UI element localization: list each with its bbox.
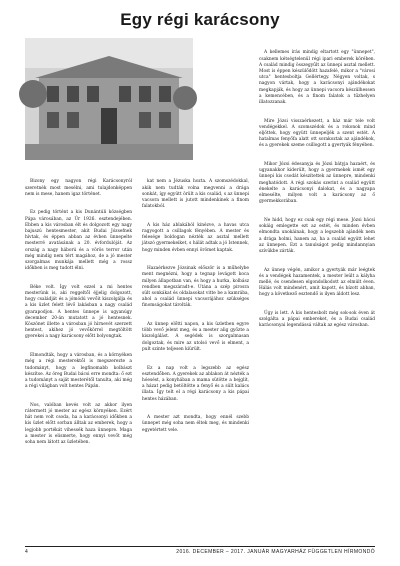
paragraph: Ez a nap volt a legszebb az egész esztendőben. A gyerekek az ablakon át nézték a hóesést, a konyhában a mama sütötte a bejglit, a házat pedig betöltötte a fenyő és a sült kalács illata. Így telt el a régi karácsony a kis pápai hentes házában. xyxy=(142,365,251,402)
paragraph: Az ünnep végén, amikor a gyertyák már leégtek és a vendégek hazamentek, a mester leült a kályha mellé, és csendesen elgondolkodott az elmúlt éven. Hálás volt mindenért, amit kapott, és bízott abban, hogy a következő esztendő is ilyen áldott lesz. xyxy=(259,267,377,298)
paragraph: A kis ház ablakából kinézve, a havas utca ragyogott a csillagok fényében. A mester és felesége boldogan nézték az asztal mellett játszó gyermekeiket, s hálát adtak a jó Istennek, hogy minden évben ennyi örömet kaptak. xyxy=(142,222,251,253)
text-column-3 xyxy=(259,38,375,342)
page-number: 4 xyxy=(25,549,28,555)
paragraph: Hazaérkezve Józsinak először is a műhelybe ment megnézni, hogy a tegnap levágott koca milyen állapotban van, és hogy a hurka, kolbász rendben megszáradt-e. Utána a szép pirosra sült sonkákat és oldalasokat vitte be a kamrába, ahol a család ünnepi vacsorájához szükséges finomságokat tárolták. xyxy=(142,266,251,309)
building-photo-illustration xyxy=(25,38,193,160)
paragraph: Béke volt. Így volt ezzel a mi hentes mesterünk is, aki reggeltől éjjelig dolgozott, hogy családját és a jómódú vevőit kiszolgálja és a kis üzlet felett lévő lakásban a nagy család gyarapodjon. A hentes ünnepe is ugyanúgy december 20-án mutatott a jó hentesnek. Köszönet illette a városban jó hírnevét szerzett hentest, akihez jó vevőkörrel megtöltött gyerekei a nagy karácsony előtt bolyongtak. xyxy=(25,284,134,340)
issue-info: 2016. DECEMBER – 2017. JANUÁR MAGYARHÁZ FÜGGETLEN HÍRMONDÓ xyxy=(176,549,375,555)
paragraph: Mire Józsi visszaérkezett, a ház már tele volt vendégekkel. A szomszédok és a rokonok mind eljöttek, hogy együtt ünnepeljék a szent estét. A hatalmas fenyőfa alatt ott sorakoztak az ajándékok, és a gyerekek szeme csillogott a gyertyák fényében. xyxy=(259,118,377,149)
paragraph: Mikor Józsi édesanyja és Józsi bátyja hazaért, és ugyanakkor kiderült, hogy a gyermekek ismét egy ünnepi kis csodát készítettek az ünnepre, mindenki meghatódott. A régi szokás szerint a család együtt énekelte a karácsonyi dalokat, és a nagyapa elmesélte, milyen volt a karácsony az ő gyermekkorában. xyxy=(259,162,377,205)
paragraph: Nos, valóban kevés volt az akkor ilyen rátermett jó mester az egész környéken. Ezért hát nem volt csoda, ha a karácsonyi időkben a kis üzlet előtt sorban álltak az emberek, hogy a legjobb portékát vihessék haza ünnepre. Maga a mester is elismerte, hogy ennyi vevőt még soha nem látott az üzletében. xyxy=(25,402,134,445)
paragraph: Az ünnep előtti napon, a kis üzletben egyre több vevő jelent meg, és a mester alig győzte a kiszolgálást. A segédek is szorgalmasan dolgoztak, és mire az utolsó vevő is elment, a pult szinte teljesen kiürült. xyxy=(142,322,251,352)
paragraph: Bizony egy nagyon régi Karácsonyról szeretnék most mesélni, ami tulajdonképpen nem is mese, hanem igaz történet. xyxy=(25,179,134,197)
paragraph: Úgy is lett. A kis hentesbolt még sok-sok éven át szolgálta a pápai embereket, és a Budai család karácsonyai legendássá váltak az egész városban. xyxy=(259,310,377,329)
text-column-2 xyxy=(142,167,249,446)
paragraph: Ne hidd, hogy ez csak egy régi mese. Józsi bácsi sokáig emlegette ezt az estét, és minden évben elmondta unokáinak, hogy a legszebb ajándék nem a drága holmi, hanem az, ha a család együtt lehet az ünnepen. Ezt a tanulságot pedig mindannyian szívükbe zárták. xyxy=(259,217,377,254)
paragraph: Ez pedig történt a kis Dunántúli községben Pápa városában, az Úr 1926. esztendejében. Ebben a kis városban élt és dolgozott egy nagy bajuszú hentesmester, akit Budai Józsefnek hívtak, és éppen abban az évben ünnepelte mesterré avatásának a 20. évfordulóját. Az ország a nagy háború és a vörös terror után még mindig nem tért magához, de a jó mester szorgalmas munkája mellett még a rossz időkben is meg tudott élni. xyxy=(25,210,134,272)
paragraph: Elmondták, hogy a városban, és a környéken még a régi mesterektől is megszerezte a tudományt, hogy a legfinomabb kolbászt készítse. Az öreg Budai bácsi erre mondta: ő ezt a tudományt a saját mesterétől tanulta, aki még a régi világban volt hentes Pápán. xyxy=(25,353,134,390)
article-title: Egy régi karácsony xyxy=(120,10,280,29)
text-column-1 xyxy=(25,167,132,459)
article-photo xyxy=(25,38,193,160)
paragraph: A mester azt mondta, hogy ennél szebb ünnepet még soha nem éltek meg, és mindenki egyetértett vele. xyxy=(142,415,251,433)
page-footer xyxy=(25,546,375,555)
paragraph: kat nem a Jézuska hozta. A szomszédokkal, akik nem tudták volna megvenni a drága sonkát, így együtt örült a kis család, s az ünnepi vacsora mellett is jutott mindenkinek a finom falatokból. xyxy=(142,179,251,210)
paragraph: A kellemes írás mindig eltartott egy "ünnepet", csaknem kétségtelenül régi ipari emberek körében. A család mindig összegyűlt az ünnepi asztal mellett. Most is éppen készülődött hazafelé, mikor a "városi utca" hentesboltja Gellértegy. Négyen voltak, s nagyon vártak, hogy a karácsonyi ajándékokat megkapják, és hogy az ünnepi vacsora készülhessen a kemencében, és a finom falatok a tűzhelyen illatozzanak. xyxy=(259,50,377,106)
